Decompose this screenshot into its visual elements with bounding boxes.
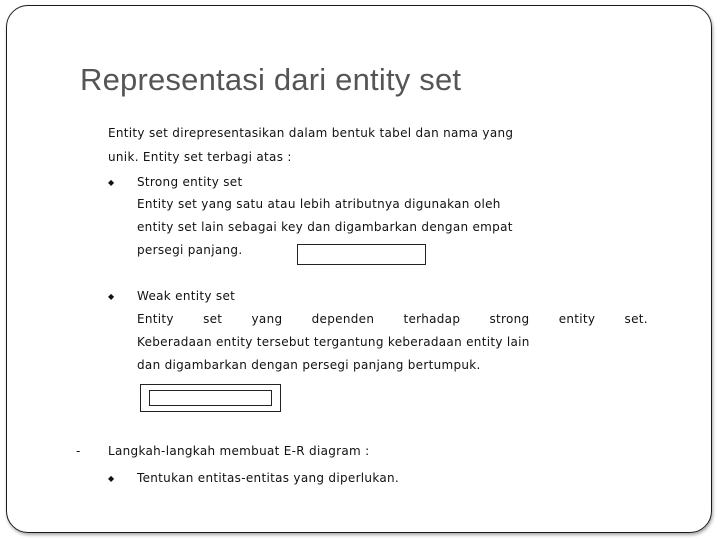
word: set xyxy=(203,312,223,326)
strong-entity-line-1: Entity set yang satu atau lebih atributnya digunakan oleh xyxy=(137,197,501,211)
steps-dash: - xyxy=(76,444,81,458)
weak-entity-line-3: dan digambarkan dengan persegi panjang bertumpuk. xyxy=(137,358,481,372)
word: terhadap xyxy=(403,312,461,326)
intro-line-2: unik. Entity set terbagi atas : xyxy=(108,150,292,164)
weak-entity-line-1 xyxy=(137,312,648,326)
word: strong xyxy=(489,312,530,326)
weak-entity-line-2: Keberadaan entity tersebut tergantung keberadaan entity lain xyxy=(137,335,530,349)
word: set. xyxy=(624,312,648,326)
weak-entity-inner-rectangle xyxy=(149,390,272,406)
word: dependen xyxy=(311,312,375,326)
bullet-icon: ◆ xyxy=(108,178,115,187)
weak-entity-heading: Weak entity set xyxy=(137,289,236,303)
strong-entity-rectangle xyxy=(297,244,426,265)
steps-heading: Langkah-langkah membuat E-R diagram : xyxy=(108,444,370,458)
word: entity xyxy=(558,312,596,326)
word: yang xyxy=(251,312,283,326)
strong-entity-line-2: entity set lain sebagai key dan digambarkan dengan empat xyxy=(137,220,513,234)
slide-title: Representasi dari entity set xyxy=(80,62,462,97)
bullet-icon: ◆ xyxy=(108,292,115,301)
word: Entity xyxy=(137,312,174,326)
strong-entity-heading: Strong entity set xyxy=(137,175,243,189)
steps-item-1: Tentukan entitas-entitas yang diperlukan. xyxy=(137,471,400,485)
intro-line-1: Entity set direpresentasikan dalam bentuk tabel dan nama yang xyxy=(108,126,514,140)
strong-entity-line-3: persegi panjang. xyxy=(137,243,243,257)
bullet-icon: ◆ xyxy=(108,474,115,483)
